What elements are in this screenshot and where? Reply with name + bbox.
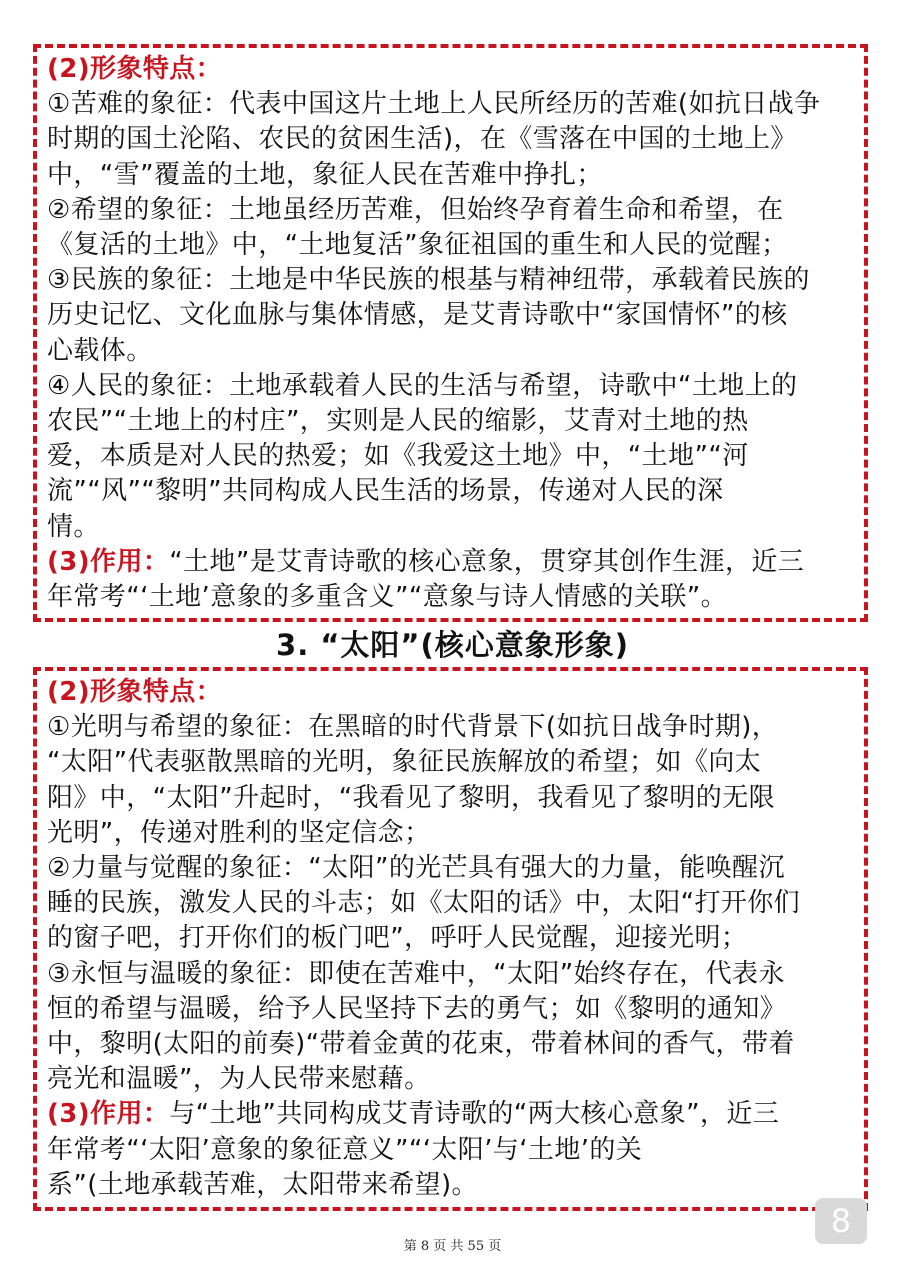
effect-line [47,545,856,580]
body-line: ②希望的象征：土地虽经历苦难，但始终孕育着生命和希望，在 [47,194,784,225]
effect-text: “土地”是艾青诗歌的核心意象，贯穿其创作生涯，近三 [169,546,805,577]
body-line: “太阳”代表驱散黑暗的光明，象征民族解放的希望；如《向太 [47,747,762,778]
body-line: 流”“风”“黎明”共同构成人民生活的场景，传递对人民的深 [47,476,724,507]
heading-image-features: (2)形象特点： [47,677,223,707]
page-number-badge: 8 [815,1198,867,1244]
body-line: 中，黎明(太阳的前奏)“带着金黄的花束，带着林间的香气，带着 [47,1029,795,1060]
body-line: 农民”“土地上的村庄”，实则是人民的缩影，艾青对土地的热 [47,406,749,437]
effect-text: 与“土地”共同构成艾青诗歌的“两大核心意象”，近三 [169,1099,780,1130]
body-line: 《复活的土地》中，“土地复活”象征祖国的重生和人民的觉醒； [47,230,788,261]
body-line: 时期的国土沦陷、农民的贫困生活)，在《雪落在中国的土地上》 [47,124,797,155]
page-footer: 第 8 页 共 55 页 [403,1239,502,1254]
body-line: 心载体。 [47,335,153,366]
body-line: 恒的希望与温暖，给予人民坚持下去的勇气；如《黎明的通知》 [47,993,787,1024]
body-line: ①苦难的象征：代表中国这片土地上人民所经历的苦难(如抗日战争 [47,89,821,120]
heading-effect: (3)作用： [47,1099,170,1130]
section-title-sun: 3. “太阳”(核心意象形象) [276,628,629,662]
body-line: 睡的民族，激发人民的斗志；如《太阳的话》中，太阳“打开你们 [47,888,801,919]
heading-effect: (3)作用： [47,546,170,577]
section-box-sun [33,667,868,1211]
body-line: 的窗子吧，打开你们的板门吧”，呼吁人民觉醒，迎接光明； [47,923,748,954]
body-line: ③民族的象征：土地是中华民族的根基与精神纽带，承载着民族的 [47,265,810,296]
body-line: 年常考“‘太阳’意象的象征意义”“‘太阳’与‘土地’的关 [47,1134,643,1165]
body-line: ③永恒与温暖的象征：即使在苦难中，“太阳”始终存在，代表永 [47,958,785,989]
body-line: 历史记忆、文化血脉与集体情感，是艾青诗歌中“家国情怀”的核 [47,300,788,331]
body-line: 光明”，传递对胜利的坚定信念； [47,817,431,848]
body-line: 系”(土地承载苦难，太阳带来希望)。 [47,1169,478,1200]
section-box-land [33,44,868,622]
body-line: ②力量与觉醒的象征：“太阳”的光芒具有强大的力量，能唤醒沉 [47,853,785,884]
body-line: ④人民的象征：土地承载着人民的生活与希望，诗歌中“土地上的 [47,370,798,401]
body-line: 亮光和温暖”，为人民带来慰藉。 [47,1064,431,1095]
body-line: 情。 [47,511,100,542]
body-line: 年常考“‘土地’意象的多重含义”“意象与诗人情感的关联”。 [47,582,728,613]
body-line: 中，“雪”覆盖的土地，象征人民在苦难中挣扎； [47,159,603,190]
heading-image-features: (2)形象特点： [47,54,223,84]
body-line: 爱，本质是对人民的热爱；如《我爱这土地》中，“土地”“河 [47,441,749,472]
effect-line [47,1097,856,1132]
body-line: ①光明与希望的象征：在黑暗的时代背景下(如抗日战争时期)， [47,712,779,743]
body-line: 阳》中，“太阳”升起时，“我看见了黎明，我看见了黎明的无限 [47,782,776,813]
